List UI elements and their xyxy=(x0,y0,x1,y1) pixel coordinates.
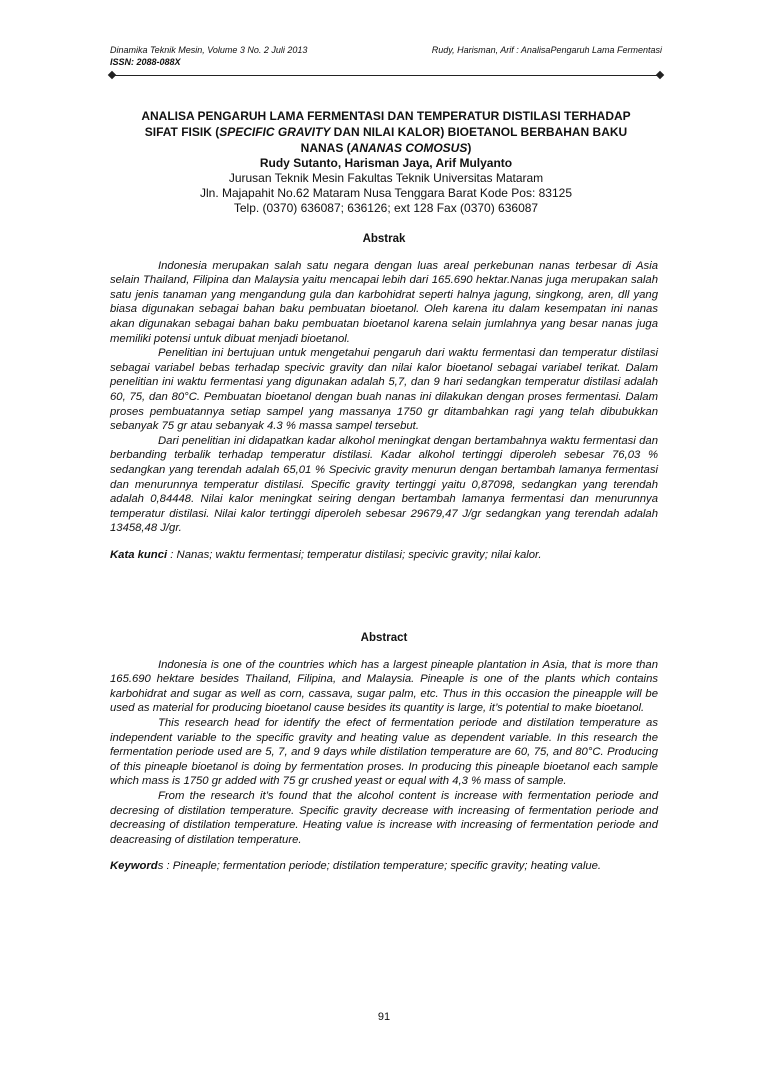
abstrak-paragraph-1: Indonesia merupakan salah satu negara dengan luas areal perkebunan nanas terbesar di Asia selain Thailand, Filipina dan Malaysia yaitu mencapai lebih dari 165.690 hektar.Nanas juga merupakan salah satu jenis tanaman yang mengandung gula dan karbohidrat seperti halnya jagung, singkong, aren, dll yang biasa digunakan sebagai bahan baku pembuatan bioetanol. Oleh karena itu dalam kesempatan ini nanas akan digunakan sebagai bahan baku pembuatan bioetanol karena selain jumlahnya yang besar nanas juga memiliki potensi untuk dibuat menjadi bioetanol. xyxy=(110,259,658,345)
issn: ISSN: 2088-088X xyxy=(110,57,181,67)
header-rule xyxy=(112,75,660,76)
title-line-3: NANAS (ANANAS COMOSUS) xyxy=(300,141,472,155)
left-diamond-ornament xyxy=(108,71,116,79)
page-number: 91 xyxy=(377,1011,391,1023)
keywords-label: Keyword xyxy=(110,860,158,873)
abstrak-section xyxy=(110,232,658,562)
title-block xyxy=(110,108,662,216)
affiliation-phone: Telp. (0370) 636087; 636126; ext 128 Fax (0370) 636087 xyxy=(233,201,539,215)
title-line-1: ANALISA PENGARUH LAMA FERMENTASI DAN TEMPERATUR DISTILASI TERHADAP xyxy=(141,109,631,123)
abstract-heading: Abstract xyxy=(360,632,408,644)
keywords: Keywords : Pineaple; fermentation periode; distilation temperature; specific gravity; heating value. xyxy=(110,860,602,873)
affiliation-address: Jln. Majapahit No.62 Mataram Nusa Tenggara Barat Kode Pos: 83125 xyxy=(200,186,572,200)
kata-kunci xyxy=(110,548,658,563)
abstrak-paragraph-3: Dari penelitian ini didapatkan kadar alkohol meningkat dengan bertambahnya waktu fermentasi dan berbanding terbalik terhadap temperatur distilasi. Kadar alkohol tertinggi diperoleh sebesar 76,03 % sedangkan yang terendah adalah 65,01 % Specivic gravity menurun dengan bertambah lamanya fermentasi dan menurunnya temperatur distilasi. Specific gravity tertinggi yaitu 0,87098, sedangkan yang terendah adalah 0,84448. Nilai kalor meningkat seiring dengan bertambah lamanya fermentasi dan menurunnya temperatur distilasi. Nilai kalor tertinggi diperoleh sebesar 29679,47 J/gr sedangkan yang terendah adalah 13458,48 J/gr. xyxy=(110,434,658,535)
paper-title xyxy=(110,108,662,156)
running-header xyxy=(110,44,662,68)
kata-kunci-text: : Nanas; waktu fermentasi; temperatur distilasi; specivic gravity; nilai kalor. xyxy=(167,548,542,561)
keywords-text: : Pineaple; fermentation periode; distilation temperature; specific gravity; heating value. xyxy=(163,860,602,873)
right-diamond-ornament xyxy=(656,71,664,79)
abstract-paragraph-3: From the research it’s found that the alcohol content is increase with fermentation periode and decresing of distilation temperature. Specific gravity decrease with increasing of fermentation periode and decreasing of distilation temperature. Heating value is increase with increasing of fermentation periode and deacreasing of distilation temperature. xyxy=(110,789,658,846)
kata-kunci-label: Kata kunci xyxy=(110,548,168,561)
abstract-paragraph-2: This research head for identify the efect of fermentation periode and distilation temperature as independent variable to the specific gravity and heating value as dependent variable. In this research the fermentation periode used are 5, 7, and 9 days while distilation temperature are 60, 75, and 80°C. Producing of this pineaple bioetanol is doing by fermentation proses. In producing this pineaple bioetanol each sample which mass is 1750 gr added with 75 gr crushed yeast or equal with 4,3 % mass of sample. xyxy=(110,716,658,788)
authors: Rudy Sutanto, Harisman Jaya, Arif Mulyanto xyxy=(259,156,513,170)
abstrak-paragraph-2: Penelitian ini bertujuan untuk mengetahui pengaruh dari waktu fermentasi dan temperatur distilasi sebagai variabel bebas terhadap specivic gravity dan nilai kalor bioetanol sebagai variabel terikat. Dalam penelitian ini waktu fermentasi yang digunakan adalah 5,7, dan 9 hari sedangkan temperatur distilasi adalah 60, 75, dan 80°C. Pembuatan bioetanol dengan buah nanas ini dilakukan dengan proses fermentasi. Dalam proses pembuatannya setiap sampel yang massanya 1750 gr ditambahkan ragi yang telah dibubukkan sebanyak 75 gr atau sebanyak 4.3 % massa sampel tersebut. xyxy=(110,347,658,433)
abstract-paragraph-1: Indonesia is one of the countries which has a largest pineaple plantation in Asia, that is more than 165.690 hektare besides Thailand, Filipina, and Malaysia. Pineaple is one of the plants which contains karbohidrat and sugar as well as corn, cassava, sugar palm, etc. Thus in this occasion the pineapple will be used as material for producing bioetanol cause besides its quantity is large, it’s potential to make bioetanol. xyxy=(110,658,658,715)
running-title: Rudy, Harisman, Arif : AnalisaPengaruh Lama Fermentasi xyxy=(431,45,662,55)
affiliation-dept: Jurusan Teknik Mesin Fakultas Teknik Universitas Mataram xyxy=(228,171,544,185)
abstrak-heading: Abstrak xyxy=(362,233,406,245)
journal-name: Dinamika Teknik Mesin, Volume 3 No. 2 Juli 2013 xyxy=(110,45,308,55)
abstract-section xyxy=(110,631,658,874)
title-line-2: SIFAT FISIK (SPECIFIC GRAVITY DAN NILAI KALOR) BIOETANOL BERBAHAN BAKU xyxy=(144,125,628,139)
